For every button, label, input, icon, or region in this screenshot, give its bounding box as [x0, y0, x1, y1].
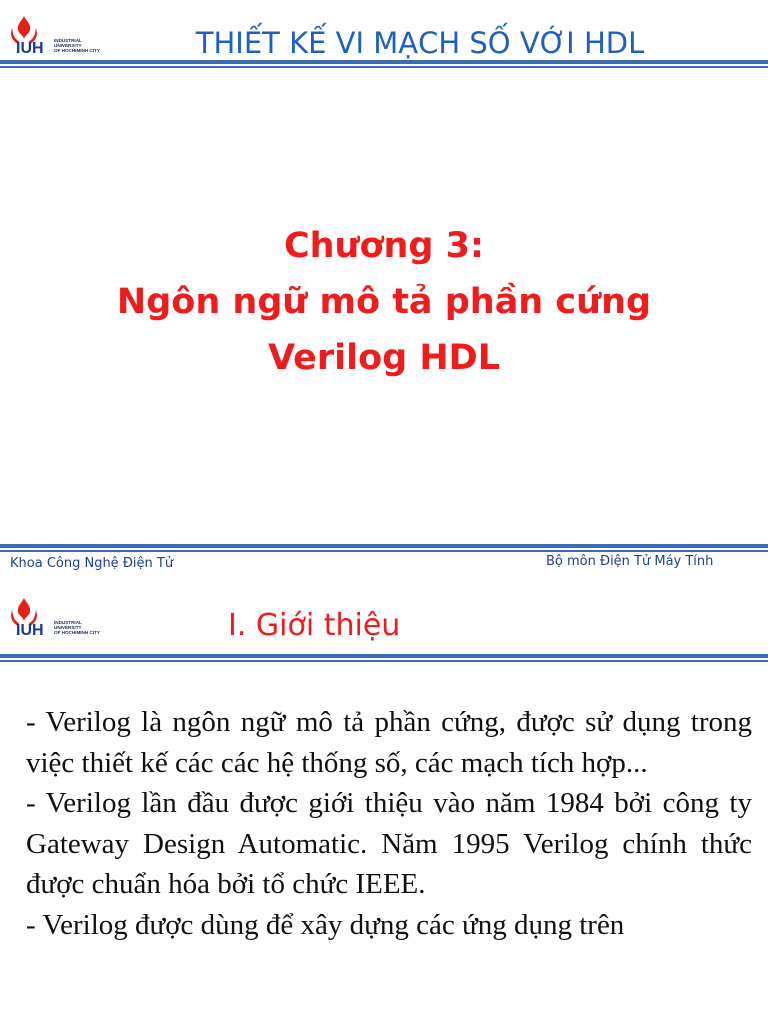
- logo-line: OF HOCHIMINH CITY: [54, 630, 100, 636]
- footer-rule-thin: [0, 550, 768, 552]
- logo-caption: [54, 38, 100, 54]
- section-rule: [0, 654, 768, 658]
- svg-text:IUH: IUH: [16, 40, 44, 57]
- header-rule: [0, 60, 768, 64]
- chapter-line: Chương 3:: [283, 226, 485, 266]
- paragraph: - Verilog là ngôn ngữ mô tả phần cứng, được sử dụng trong việc thiết kế các các hệ thống số, các mạch tích hợp...: [26, 706, 752, 779]
- footer-rule: [0, 544, 768, 548]
- footer-division: Bộ môn Điện Tử Máy Tính: [546, 554, 714, 569]
- logo-line: INDUSTRIAL: [54, 620, 82, 625]
- chapter-title: [0, 218, 768, 386]
- paragraph: - Verilog lần đầu được giới thiệu vào năm 1984 bởi công ty Gateway Design Automatic. Năm 1995 Verilog chính thức được chuẩn hóa bởi tổ chức IEEE.: [26, 787, 752, 900]
- header-rule-thin: [0, 66, 768, 68]
- iuh-logo-icon: [4, 594, 114, 644]
- footer-department: Khoa Công Nghệ Điện Tử: [10, 556, 174, 571]
- paragraph: - Verilog được dùng để xây dựng các ứng dụng trên: [26, 908, 625, 941]
- logo-line: INDUSTRIAL: [54, 38, 82, 43]
- chapter-line: Verilog HDL: [267, 338, 501, 378]
- logo-caption: [54, 620, 100, 636]
- logo-line: OF HOCHIMINH CITY: [54, 48, 100, 54]
- iuh-logo-icon: [4, 12, 114, 62]
- university-logo: [4, 594, 114, 644]
- logo-line: UNIVERSITY: [54, 43, 82, 49]
- header-title: THIẾT KẾ VI MẠCH SỐ VỚI HDL: [195, 26, 645, 60]
- section-rule-thin: [0, 660, 768, 662]
- logo-line: UNIVERSITY: [54, 625, 82, 631]
- section-title: I. Giới thiệu: [228, 608, 401, 643]
- svg-text:IUH: IUH: [16, 622, 44, 639]
- slide-body: [26, 702, 752, 945]
- chapter-line: Ngôn ngữ mô tả phần cứng: [116, 282, 652, 322]
- university-logo: [4, 12, 114, 62]
